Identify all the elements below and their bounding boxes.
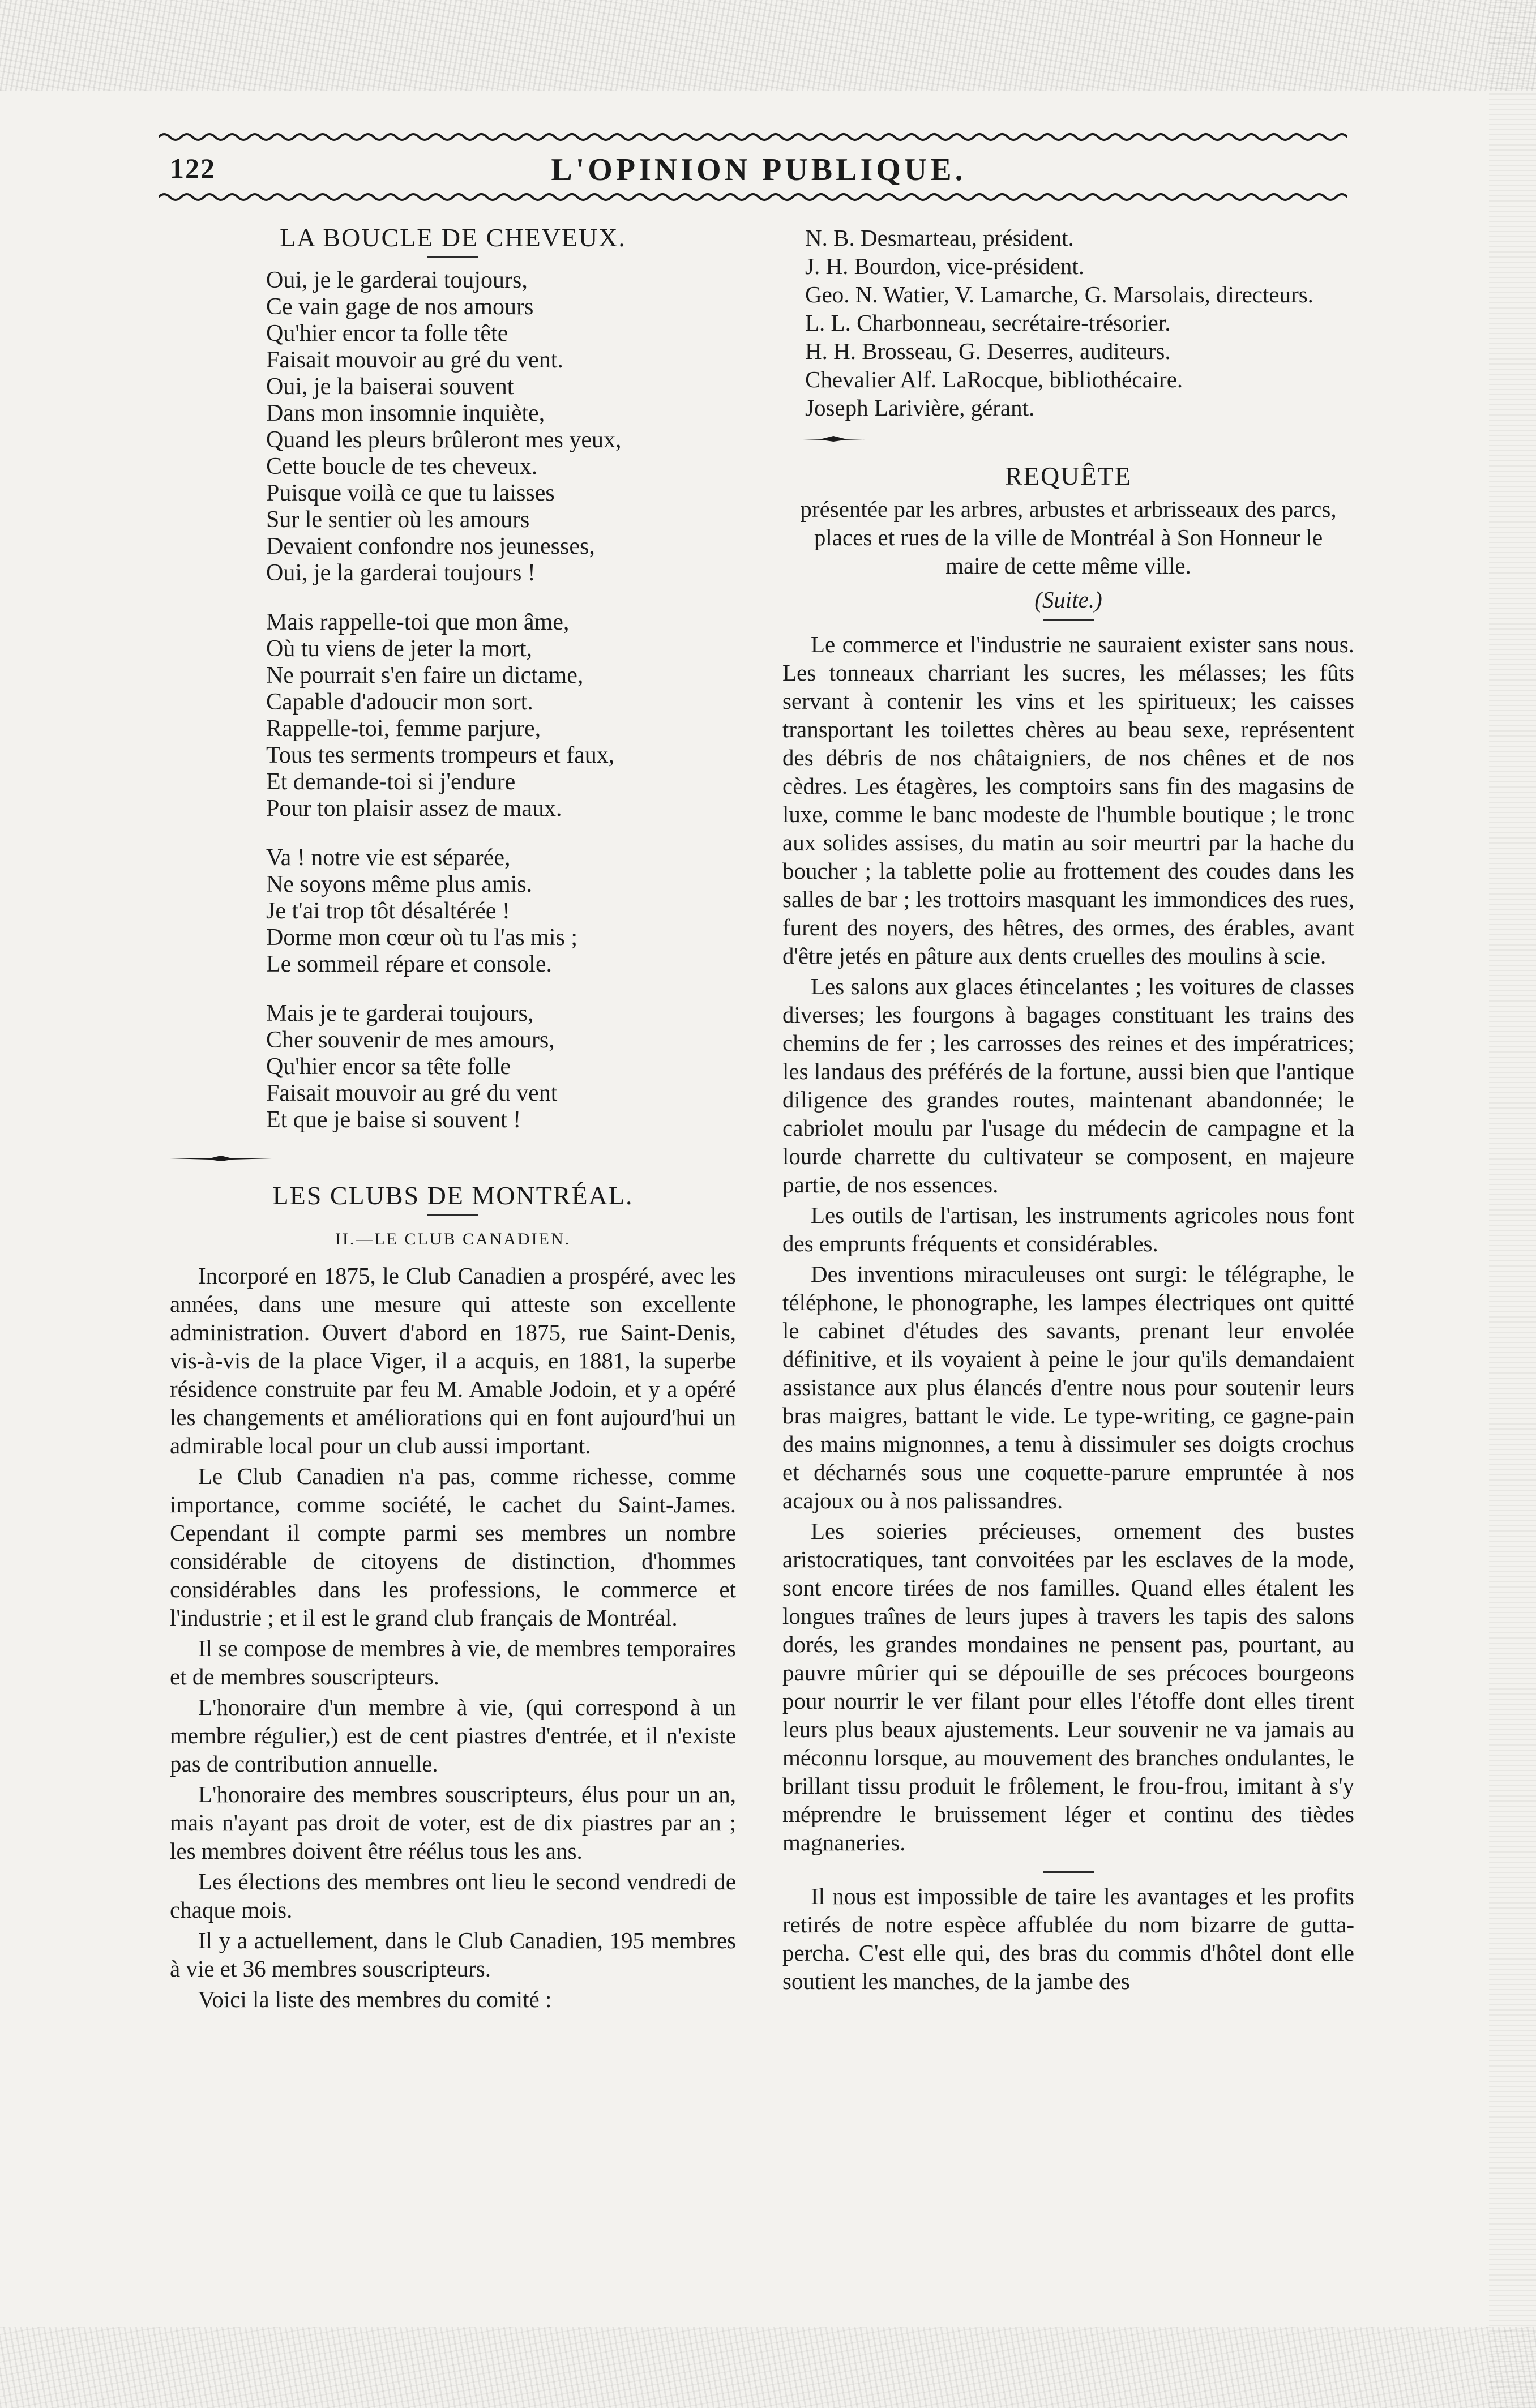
- poem-stanza: [170, 609, 736, 822]
- divider: [427, 256, 478, 258]
- poem-line: Tous tes serments trompeurs et faux,: [266, 742, 615, 768]
- poem-line: Et demande-toi si j'endure: [266, 769, 516, 795]
- committee-member: N. B. Desmarteau, président.: [805, 225, 1074, 251]
- journal-title: L'OPINION PUBLIQUE.: [551, 152, 966, 187]
- clubs-paragraph: Il y a actuellement, dans le Club Canadien, 195 membres à vie et 36 membres souscripteurs.: [170, 1927, 736, 1982]
- page-header: [170, 152, 1347, 191]
- ornament-divider: [782, 434, 884, 443]
- poem-line: Qu'hier encor sa tête folle: [266, 1054, 511, 1080]
- scan-noise-top: [0, 0, 1536, 91]
- clubs-paragraph: Les élections des membres ont lieu le second vendredi de chaque mois.: [170, 1868, 736, 1923]
- poem-line: Ce vain gage de nos amours: [266, 294, 534, 320]
- divider: [1043, 1871, 1094, 1873]
- clubs-paragraph: Le Club Canadien n'a pas, comme richesse, comme importance, comme société, le cachet du Saint-James. Cependant il compte parmi ses membres un nombre considérable de citoyens de distinction, d'hommes considérables dans les professions, le commerce et l'industrie ; et il est le grand club français de Montréal.: [170, 1463, 736, 1631]
- poem-line: Va ! notre vie est séparée,: [266, 845, 511, 871]
- poem-line: Je t'ai trop tôt désaltérée !: [266, 898, 510, 924]
- header-wavy-rule-top: [159, 131, 1347, 143]
- poem-line: Qu'hier encor ta folle tête: [266, 320, 508, 347]
- poem-line: Ne soyons même plus amis.: [266, 871, 533, 897]
- requete-closing-paragraph: Il nous est impossible de taire les avantages et les profits retirés de notre espèce affublée du nom bizarre de gutta-percha. C'est elle qui, des bras du commis d'hôtel dont elle soutient les manches, de la jambe des: [782, 1883, 1354, 1994]
- page-number: 122: [170, 152, 216, 184]
- requete-title: REQUÊTE: [1005, 461, 1132, 490]
- ornament-divider: [170, 1154, 272, 1163]
- poem-line: Cher souvenir de mes amours,: [266, 1027, 555, 1053]
- poem-line: Pour ton plaisir assez de maux.: [266, 795, 562, 822]
- requete-paragraph: Le commerce et l'industrie ne sauraient exister sans nous. Les tonneaux charriant les sucres, les mélasses; les fûts servant à contenir les vins et les spiritueux; les caisses transportant les toilettes chères au beau sexe, représentent des débris de nos châtaigniers, de nos chênes et de nos cèdres. Les étagères, les comptoirs sans fin des magasins de luxe, comme le banc modeste de l'humble boutique ; le tronc aux solides assises, du matin au soir meurtri par la hache du boucher ; la tablette polie au frottement des coudes dans les salles de bar ; les trottoirs masquant les immondices des rues, furent des noyers, des hêtres, des ormes, des érables, avant d'être jetés en pâture aux dents cruelles des moulins à scie.: [782, 631, 1354, 969]
- poem-line: Où tu viens de jeter la mort,: [266, 636, 533, 662]
- requete-intro: présentée par les arbres, arbustes et arbrisseaux des parcs, places et rues de la ville de Montréal à Son Honneur le maire de cette même ville.: [800, 496, 1337, 579]
- requete-paragraph: Les salons aux glaces étincelantes ; les voitures de classes diverses; les fourgons à bagages constituant les trains des chemins de fer ; les carrosses des reines et des impératrices; les landaus des préférés de la fortune, aussi bien que l'antique diligence des grandes routes, maintenant abandonnée; le cabriolet moulu par l'usage du médecin de campagne et la lourde charrette du cultivateur se composent, en majeure partie, de nos essences.: [782, 973, 1354, 1197]
- poem-line: Mais rappelle-toi que mon âme,: [266, 609, 570, 635]
- committee-member: J. H. Bourdon, vice-président.: [805, 253, 1085, 279]
- poem-line: Capable d'adoucir mon sort.: [266, 689, 533, 715]
- poem-title: LA BOUCLE DE CHEVEUX.: [280, 223, 626, 252]
- committee-member: Geo. N. Watier, V. Lamarche, G. Marsolais, directeurs.: [805, 281, 1313, 307]
- committee-member: H. H. Brosseau, G. Deserres, auditeurs.: [805, 338, 1171, 364]
- divider: [1043, 619, 1094, 621]
- divider: [427, 1214, 478, 1216]
- poem-line: Faisait mouvoir au gré du vent.: [266, 347, 563, 373]
- poem-line: Le sommeil répare et console.: [266, 951, 552, 977]
- poem-stanza: [170, 845, 736, 978]
- right-column: [782, 224, 1354, 1995]
- header-wavy-rule-bottom: [159, 191, 1347, 203]
- clubs-paragraph: L'honoraire des membres souscripteurs, élus pour un an, mais n'ayant pas droit de voter, est de dix piastres par an ; les membres doivent être réélus tous les ans.: [170, 1781, 736, 1864]
- poem-line: Cette boucle de tes cheveux.: [266, 454, 538, 480]
- poem-line: Dorme mon cœur où tu l'as mis ;: [266, 925, 577, 951]
- committee-member: Joseph Larivière, gérant.: [805, 395, 1035, 421]
- scan-noise-right: [1489, 0, 1536, 2408]
- poem-line: Dans mon insomnie inquiète,: [266, 400, 545, 426]
- poem-line: Ne pourrait s'en faire un dictame,: [266, 662, 584, 688]
- clubs-subtitle: II.—LE CLUB CANADIEN.: [335, 1230, 571, 1248]
- requete-suite: (Suite.): [1034, 587, 1102, 613]
- poem-line: Oui, je la garderai toujours !: [266, 560, 536, 586]
- clubs-paragraph: Voici la liste des membres du comité :: [198, 1986, 552, 2012]
- scan-noise-bottom: [0, 2327, 1536, 2408]
- committee-member: Chevalier Alf. LaRocque, bibliothécaire.: [805, 366, 1183, 392]
- requete-paragraph: Les soieries précieuses, ornement des bustes aristocratiques, tant convoitées par les esclaves de la mode, sont encore tirées de nos familles. Quand elles étalent les longues traînes de leurs jupes à travers les tapis des salons dorés, les grandes mondaines ne pensent pas, pourtant, au pauvre mûrier qui se dépouille de ses précoces bourgeons pour nourrir le ver filant pour elles l'étoffe dont elles tirent leurs plus beaux ajustements. Leur souvenir ne va jamais au méconnu lorsque, au mouvement des branches ondulantes, le brillant tissu produit le frôlement, le frou-frou, imitant à s'y méprendre le bruissement léger et continu des tièdes magnaneries.: [782, 1518, 1354, 1855]
- clubs-paragraph: Incorporé en 1875, le Club Canadien a prospéré, avec les années, dans une mesure qui atteste son excellente administration. Ouvert d'abord en 1875, rue Saint-Denis, vis-à-vis de la place Viger, il a acquis, en 1881, la superbe résidence construite par feu M. Amable Jodoin, et y a opéré les changements et améliorations qui en font aujourd'hui un admirable local pour un club aussi important.: [170, 1263, 736, 1459]
- clubs-paragraph: L'honoraire d'un membre à vie, (qui correspond à un membre régulier,) est de cent piastres d'entrée, et il n'existe pas de contribution annuelle.: [170, 1694, 736, 1777]
- poem-line: Puisque voilà ce que tu laisses: [266, 480, 555, 506]
- poem-line: Quand les pleurs brûleront mes yeux,: [266, 427, 622, 453]
- poem-line: Mais je te garderai toujours,: [266, 1000, 534, 1026]
- left-column: [170, 224, 736, 2013]
- committee-member: L. L. Charbonneau, secrétaire-trésorier.: [805, 310, 1171, 336]
- poem-stanza: [170, 267, 736, 587]
- poem-line: Rappelle-toi, femme parjure,: [266, 716, 541, 742]
- poem-line: Devaient confondre nos jeunesses,: [266, 533, 595, 559]
- clubs-title: LES CLUBS DE MONTRÉAL.: [272, 1181, 634, 1210]
- clubs-paragraph: Il se compose de membres à vie, de membres temporaires et de membres souscripteurs.: [170, 1635, 736, 1690]
- poem-stanza: [170, 1000, 736, 1134]
- requete-paragraph: Les outils de l'artisan, les instruments agricoles nous font des emprunts fréquents et considérables.: [782, 1202, 1354, 1256]
- poem-line: Oui, je le garderai toujours,: [266, 267, 528, 293]
- poem-line: Sur le sentier où les amours: [266, 507, 530, 533]
- poem-line: Faisait mouvoir au gré du vent: [266, 1080, 558, 1106]
- requete-paragraph: Des inventions miraculeuses ont surgi: le télégraphe, le téléphone, le phonographe, les lampes électriques ont quitté le cabinet d'études des savants, prenant leur envolée définitive, et ils voyaient à peine le jour qu'ils demandaient assistance aux plus élancés d'entre nous pour soutenir leurs bras maigres, battant le vide. Le type-writing, ce gagne-pain des mains mignonnes, a tenu à dissimuler ses doigts crochus et décharnés sous une coquette-parure empruntée à nos acajoux ou à nos palissandres.: [782, 1261, 1354, 1513]
- committee-list: [782, 224, 1354, 422]
- poem-line: Et que je baise si souvent !: [266, 1107, 521, 1133]
- poem-line: Oui, je la baiserai souvent: [266, 374, 514, 400]
